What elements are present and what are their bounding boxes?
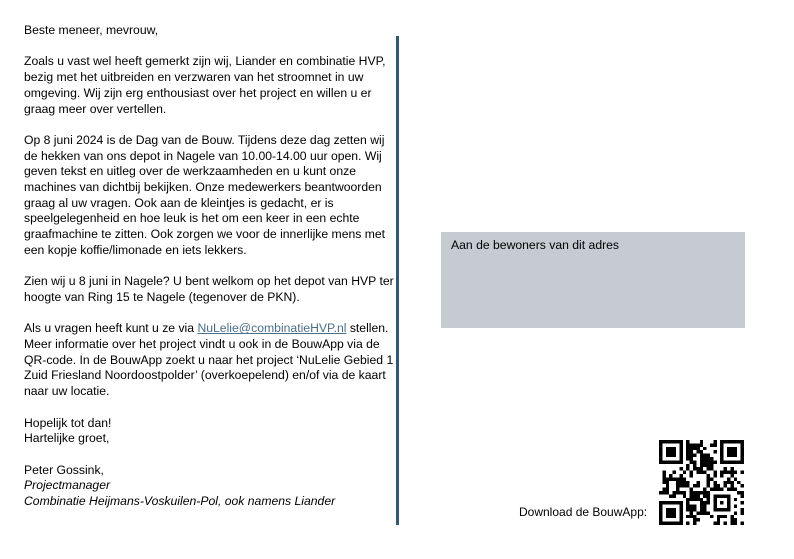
salutation: Beste meneer, mevrouw, bbox=[24, 23, 159, 37]
vertical-divider bbox=[396, 36, 399, 525]
signer-name: Peter Gossink, bbox=[24, 462, 104, 477]
signer-organization: Combinatie Heijmans-Voskuilen-Pol, ook namens Liander bbox=[24, 494, 336, 508]
letter-body bbox=[24, 23, 394, 510]
contact-text-after: stellen. Meer informatie over het project vindt u ook in de BouwApp via de QR-code. In de BouwApp zoekt u naar het project ‘NuLelie Gebied 1 Zuid Friesland Noordoostpolder’ (overkoepelend) en/of via de kaart naar uw locatie. bbox=[24, 321, 394, 399]
closing-line-1: Hopelijk tot dan! bbox=[24, 415, 112, 430]
address-text: Aan de bewoners van dit adres bbox=[451, 238, 620, 252]
paragraph-contact bbox=[24, 321, 394, 400]
signer-role: Projectmanager bbox=[24, 478, 111, 493]
email-link[interactable]: NuLelie@combinatieHVP.nl bbox=[197, 321, 347, 336]
contact-text-before: Als u vragen heeft kunt u ze via bbox=[24, 321, 198, 336]
paragraph-dag-van-de-bouw: Op 8 juni 2024 is de Dag van de Bouw. Tijdens deze dag zetten wij de hekken van ons depot in Nagele van 10.00-14.00 uur open. Wij geven tekst en uitleg over de werkzaamheden en u kunt onze machines van dichtbij bekijken. Onze medewerkers beantwoorden graag al uw vragen. Ook aan de kleintjes is gedacht, er is speelgelegenheid en hoe leuk is het om een keer in een echte graafmachine te zitten. Ook zorgen we voor de innerlijke mens met een kopje koffie/limonade en iets lekkers. bbox=[24, 132, 386, 257]
qr-code-icon[interactable] bbox=[659, 440, 744, 525]
download-label: Download de BouwApp: bbox=[519, 505, 648, 519]
paragraph-intro: Zoals u vast wel heeft gemerkt zijn wij, Liander en combinatie HVP, bezig met het uitbreiden en verzwaren van het stroomnet in uw omgeving. Wij zijn erg enthousiast over het project en willen u er graag meer over vertellen. bbox=[24, 54, 386, 116]
paragraph-invitation: Zien wij u 8 juni in Nagele? U bent welkom op het depot van HVP ter hoogte van Ring 15 te Nagele (tegenover de PKN). bbox=[24, 274, 394, 304]
closing-line-2: Hartelijke groet, bbox=[24, 431, 110, 446]
address-box bbox=[441, 232, 745, 328]
